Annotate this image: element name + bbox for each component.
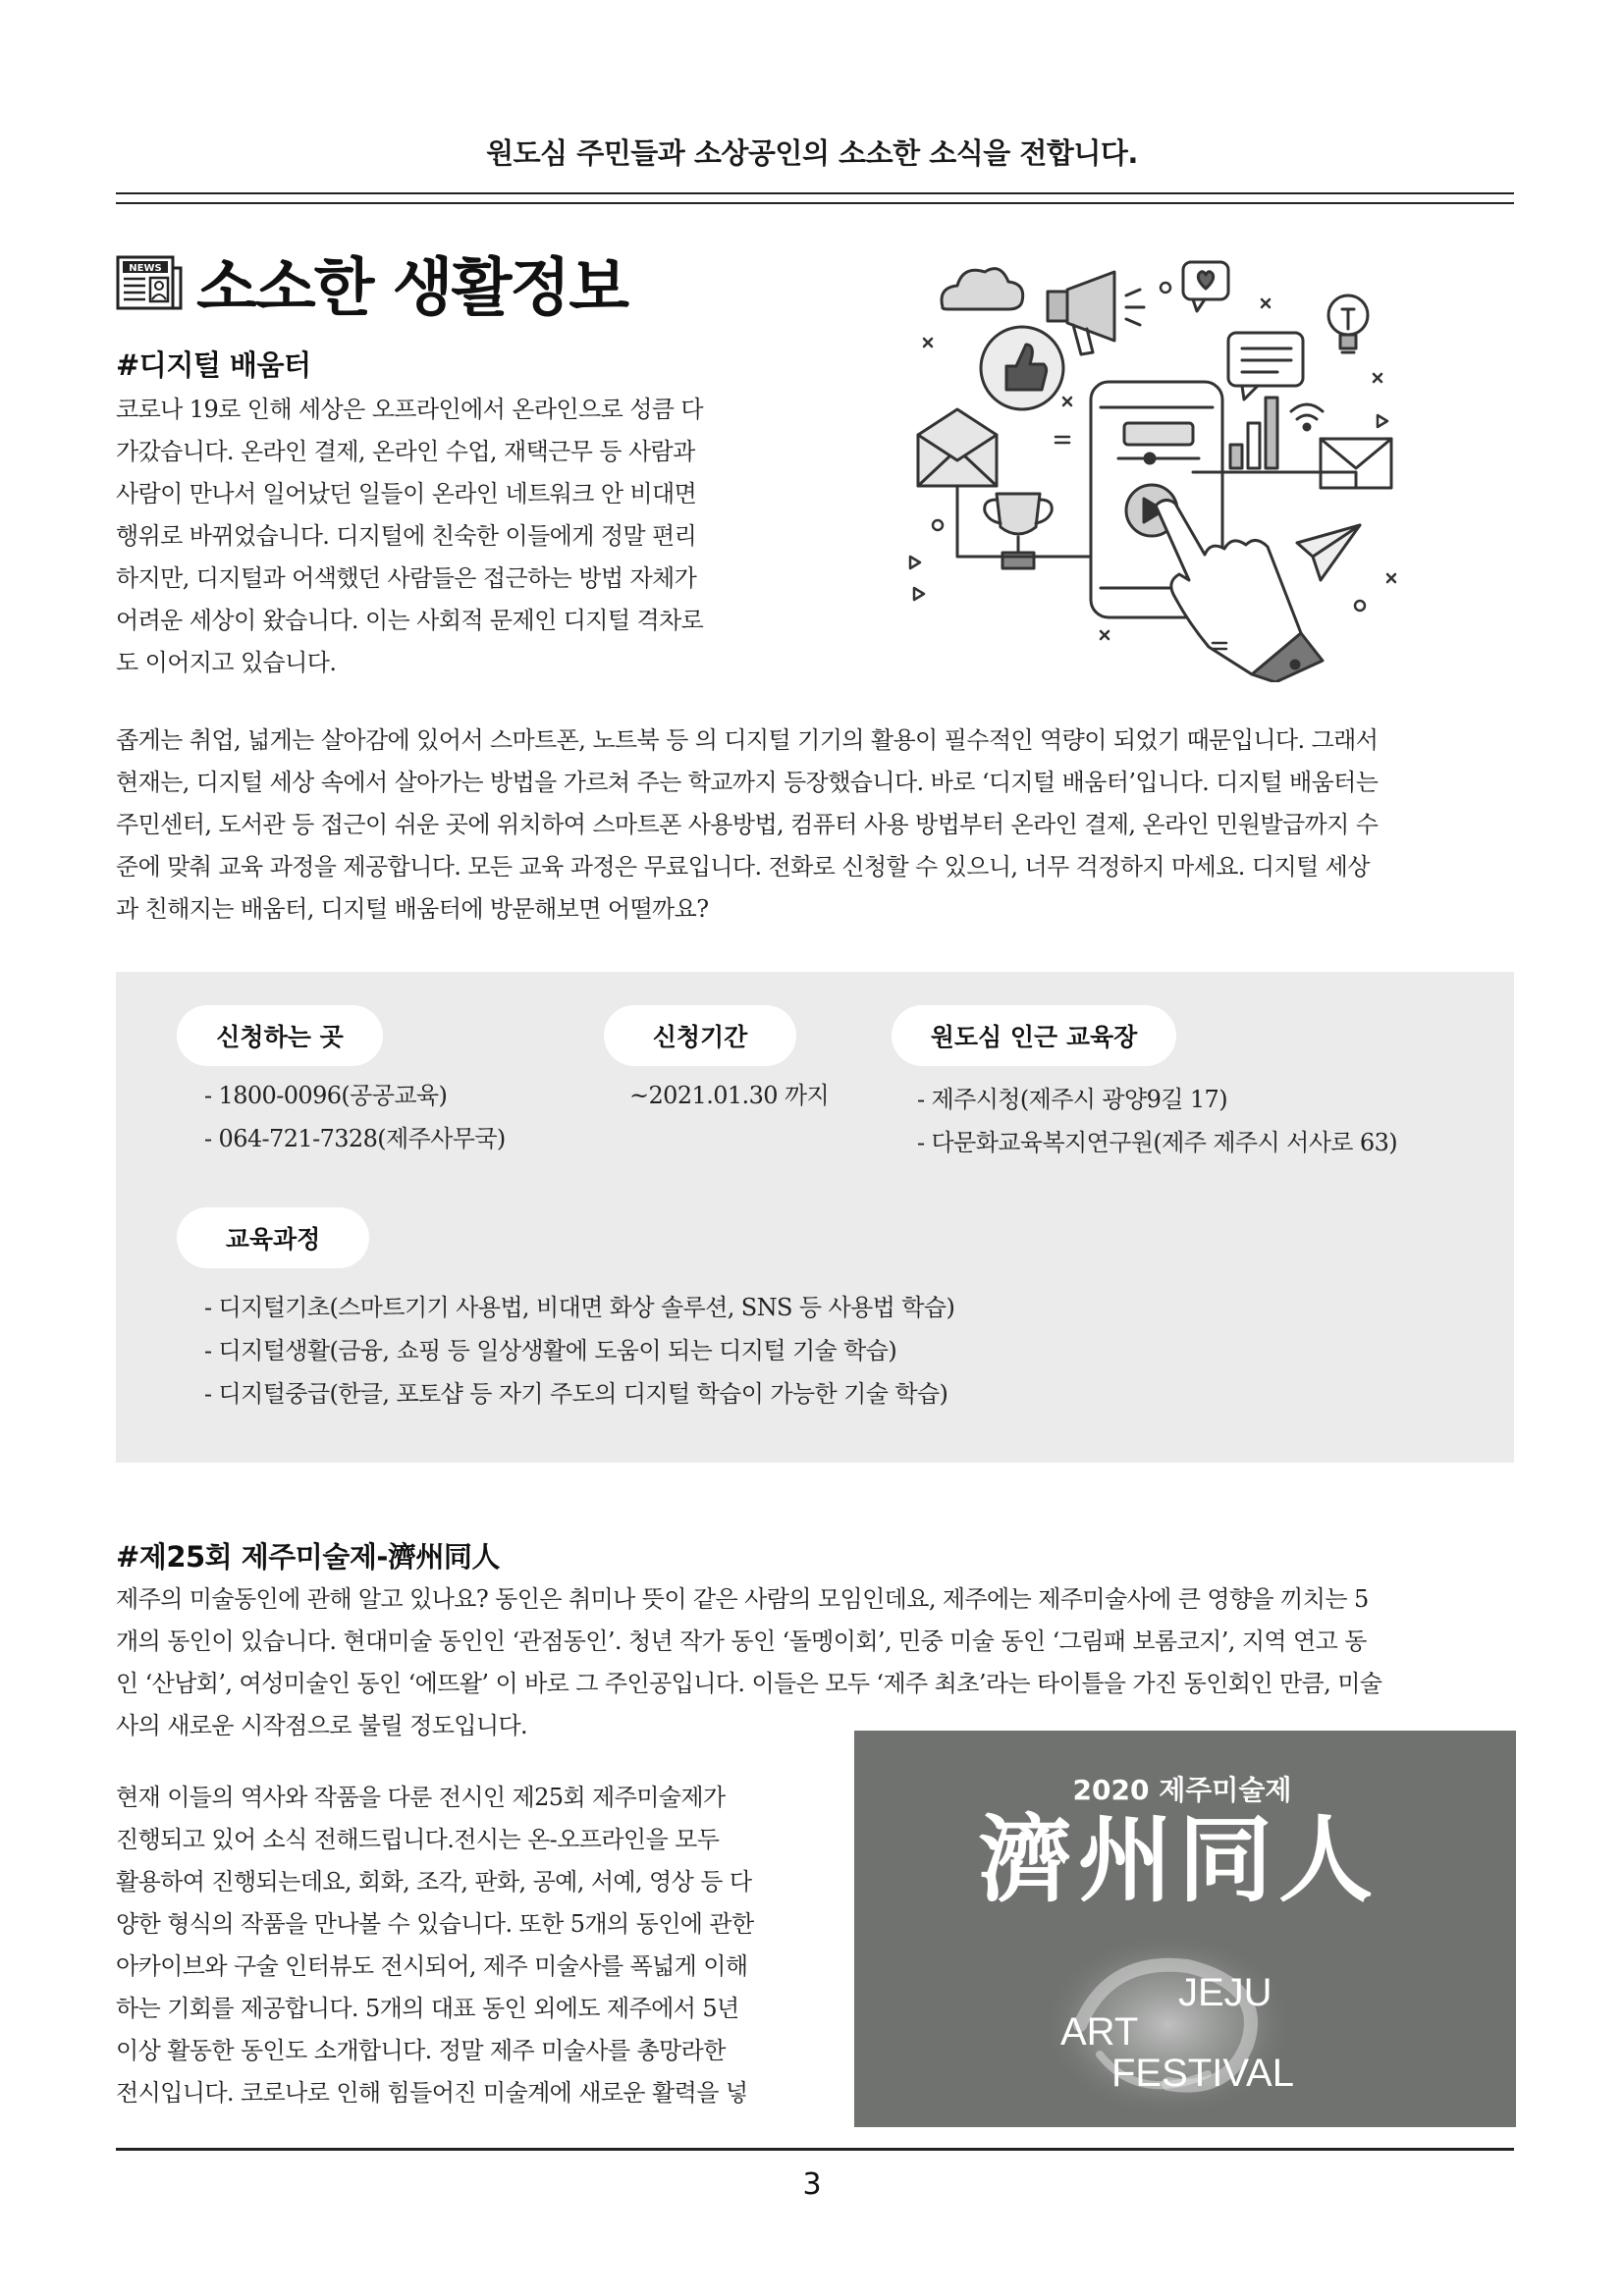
apply-place-label: 신청하는 곳	[177, 1005, 383, 1066]
header-title: 원도심 주민들과 소상공인의 소소한 소식을 전합니다.	[486, 136, 1138, 170]
list-item: - 디지털생활(금융, 쇼핑 등 일상생활에 도움이 되는 디지털 기술 학습)	[204, 1337, 897, 1364]
text-line: 사의 새로운 시작점으로 불릴 정도입니다.	[116, 1712, 528, 1739]
poster-calligraphy: 濟州同人	[978, 1804, 1379, 1915]
header-double-rule	[116, 192, 1514, 204]
poster-word-art: ART	[1060, 2010, 1139, 2054]
venues-label: 원도심 인근 교육장	[892, 1005, 1176, 1066]
courses-list	[204, 1286, 954, 1415]
text-line: 과 친해지는 배움터, 디지털 배움터에 방문해보면 어떨까요?	[116, 895, 709, 923]
page-number: 3	[802, 2167, 822, 2202]
text-line: 아카이브와 구술 인터뷰도 전시되어, 제주 미술사를 폭넓게 이해	[116, 1952, 748, 1980]
info-box	[116, 972, 1514, 1463]
envelope-icon	[918, 409, 997, 486]
list-item: ~2021.01.30 까지	[629, 1082, 830, 1109]
digital-paragraph-2	[116, 720, 1514, 931]
text-line: 준에 맞춰 교육 과정을 제공합니다. 모든 교육 과정은 무료입니다. 전화로 신청할 수 있으니, 너무 걱정하지 마세요. 디지털 세상	[116, 853, 1370, 881]
text-line: 진행되고 있어 소식 전해드립니다.전시는 온-오프라인을 모두	[116, 1826, 720, 1853]
text-line: 하지만, 디지털과 어색했던 사람들은 접근하는 방법 자체가	[116, 564, 697, 592]
poster-top-text: 2020 제주미술제	[1072, 1774, 1292, 1806]
text-line: 현재 이들의 역사와 작품을 다룬 전시인 제25회 제주미술제가	[116, 1784, 726, 1811]
pointing-hand-icon	[1156, 500, 1323, 682]
heart-bubble-icon	[1183, 262, 1228, 311]
poster-word-festival: FESTIVAL	[1111, 2052, 1294, 2095]
section-title: 소소한 생활정보	[196, 252, 628, 325]
list-item: - 디지털중급(한글, 포토샵 등 자기 주도의 디지털 학습이 가능한 기술 학습)	[204, 1380, 948, 1408]
text-line: 하는 기회를 제공합니다. 5개의 대표 동인 외에도 제주에서 5년	[116, 1995, 739, 2022]
digital-paragraph-1	[116, 389, 788, 684]
megaphone-icon	[1048, 272, 1144, 354]
list-item: - 064-721-7328(제주사무국)	[204, 1125, 506, 1152]
thumbs-up-icon	[981, 327, 1063, 409]
section-title-row	[116, 243, 628, 325]
text-line: 전시입니다. 코로나로 인해 힘들어진 미술계에 새로운 활력을 넣	[116, 2079, 748, 2107]
venues-list	[917, 1078, 1397, 1164]
text-line: 개의 동인이 있습니다. 현대미술 동인인 ‘관점동인’. 청년 작가 동인 ‘돌멩이회’, 민중 미술 동인 ‘그림패 보롬코지’, 지역 연고 동	[116, 1628, 1367, 1655]
list-item: - 1800-0096(공공교육)	[204, 1082, 448, 1109]
chat-bubble-icon	[1228, 333, 1303, 400]
art-heading: #제25회 제주미술제-濟州同人	[116, 1540, 500, 1574]
text-line: 양한 형식의 작품을 만나볼 수 있습니다. 또한 5개의 동인에 관한	[116, 1910, 754, 1938]
wifi-icon	[1291, 404, 1323, 430]
text-line: 도 이어지고 있습니다.	[116, 649, 337, 676]
text-line: 행위로 바뀌었습니다. 디지털에 친숙한 이들에게 정말 편리	[116, 522, 697, 550]
period-list	[629, 1074, 829, 1117]
text-line: 코로나 19로 인해 세상은 오프라인에서 온라인으로 성큼 다	[116, 396, 703, 423]
list-item: - 디지털기초(스마트기기 사용법, 비대면 화상 솔루션, SNS 등 사용법 학습)	[204, 1294, 955, 1321]
digital-illustration	[898, 250, 1399, 682]
text-line: 이상 활동한 동인도 소개합니다. 정말 제주 미술사를 총망라한	[116, 2037, 726, 2064]
text-line: 현재는, 디지털 세상 속에서 살아가는 방법을 가르쳐 주는 학교까지 등장했습니다. 바로 ‘디지털 배움터’입니다. 디지털 배움터는	[116, 769, 1379, 796]
bar-chart-icon	[1230, 398, 1277, 468]
text-line: 제주의 미술동인에 관해 알고 있나요? 동인은 취미나 뜻이 같은 사람의 모임인데요, 제주에는 제주미술사에 큰 영향을 끼치는 5	[116, 1585, 1369, 1613]
news-icon	[116, 254, 183, 311]
digital-heading: #디지털 배움터	[116, 348, 311, 382]
text-line: 활용하여 진행되는데요, 회화, 조각, 판화, 공예, 서예, 영상 등 다	[116, 1868, 752, 1896]
lightbulb-icon	[1328, 295, 1368, 352]
art-paragraph-2	[116, 1777, 823, 2114]
art-paragraph-1	[116, 1578, 1514, 1747]
text-line: 주민센터, 도서관 등 접근이 쉬운 곳에 위치하여 스마트폰 사용방법, 컴퓨터 사용 방법부터 온라인 결제, 온라인 민원발급까지 수	[116, 811, 1379, 838]
footer-rule	[116, 2148, 1514, 2151]
art-festival-poster	[854, 1731, 1516, 2127]
text-line: 어려운 세상이 왔습니다. 이는 사회적 문제인 디지털 격차로	[116, 607, 704, 634]
text-line: 인 ‘산남회’, 여성미술인 동인 ‘에뜨왈’ 이 바로 그 주인공입니다. 이들은 모두 ‘제주 최초’라는 타이틀을 가진 동인회인 만큼, 미술	[116, 1670, 1382, 1697]
courses-label: 교육과정	[177, 1207, 369, 1268]
list-item: - 제주시청(제주시 광양9길 17)	[917, 1086, 1227, 1113]
poster-graphic	[854, 1731, 1516, 2127]
list-item: - 다문화교육복지연구원(제주 제주시 서사로 63)	[917, 1129, 1398, 1156]
text-line: 사람이 만나서 일어났던 일들이 온라인 네트워크 안 비대면	[116, 480, 697, 507]
paper-plane-icon	[1297, 525, 1360, 580]
cloud-icon	[942, 269, 1023, 309]
poster-word-jeju: JEJU	[1178, 1971, 1272, 2014]
text-line: 가갔습니다. 온라인 결제, 온라인 수업, 재택근무 등 사람과	[116, 438, 695, 465]
apply-place-list	[204, 1074, 506, 1160]
news-icon-label: NEWS	[129, 263, 162, 274]
text-line: 좁게는 취업, 넓게는 살아감에 있어서 스마트폰, 노트북 등 의 디지털 기기의 활용이 필수적인 역량이 되었기 때문입니다. 그래서	[116, 726, 1379, 754]
period-label: 신청기간	[604, 1005, 796, 1066]
